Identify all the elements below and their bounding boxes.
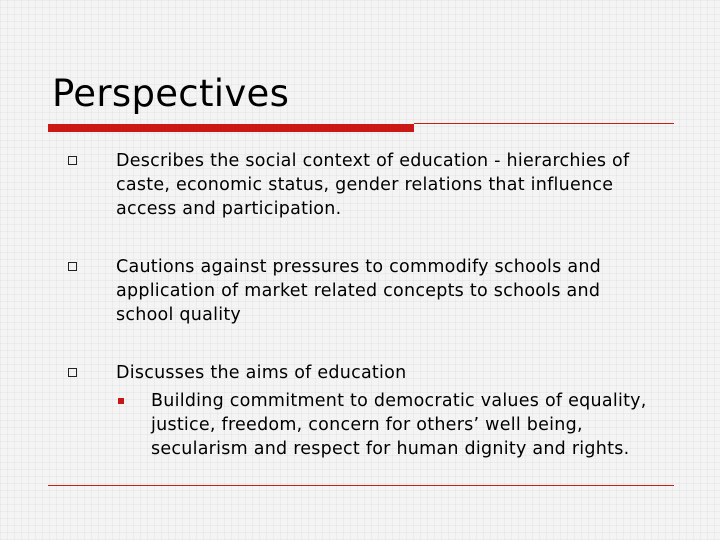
hollow-square-icon (68, 368, 77, 377)
title-divider-line (414, 123, 674, 124)
bullet-text: Cautions against pressures to commodify schools and application of market related concepts to schools and school quality (116, 257, 602, 325)
bullet-text: Describes the social context of education - hierarchies of caste, economic status, gender relations that influence access and participation. (116, 151, 630, 219)
slide-title: Perspectives (52, 72, 290, 115)
bullet-text: Discusses the aims of education (116, 363, 407, 383)
hollow-square-icon (68, 262, 77, 271)
bottom-divider-line (48, 485, 674, 486)
sub-bullet-text: Building commitment to democratic values of equality, justice, freedom, concern for others’ well being, secularism and respect for human dignity and rights. (151, 391, 647, 459)
hollow-square-icon (68, 156, 77, 165)
title-accent-bar (48, 124, 414, 132)
filled-square-icon (118, 398, 124, 404)
